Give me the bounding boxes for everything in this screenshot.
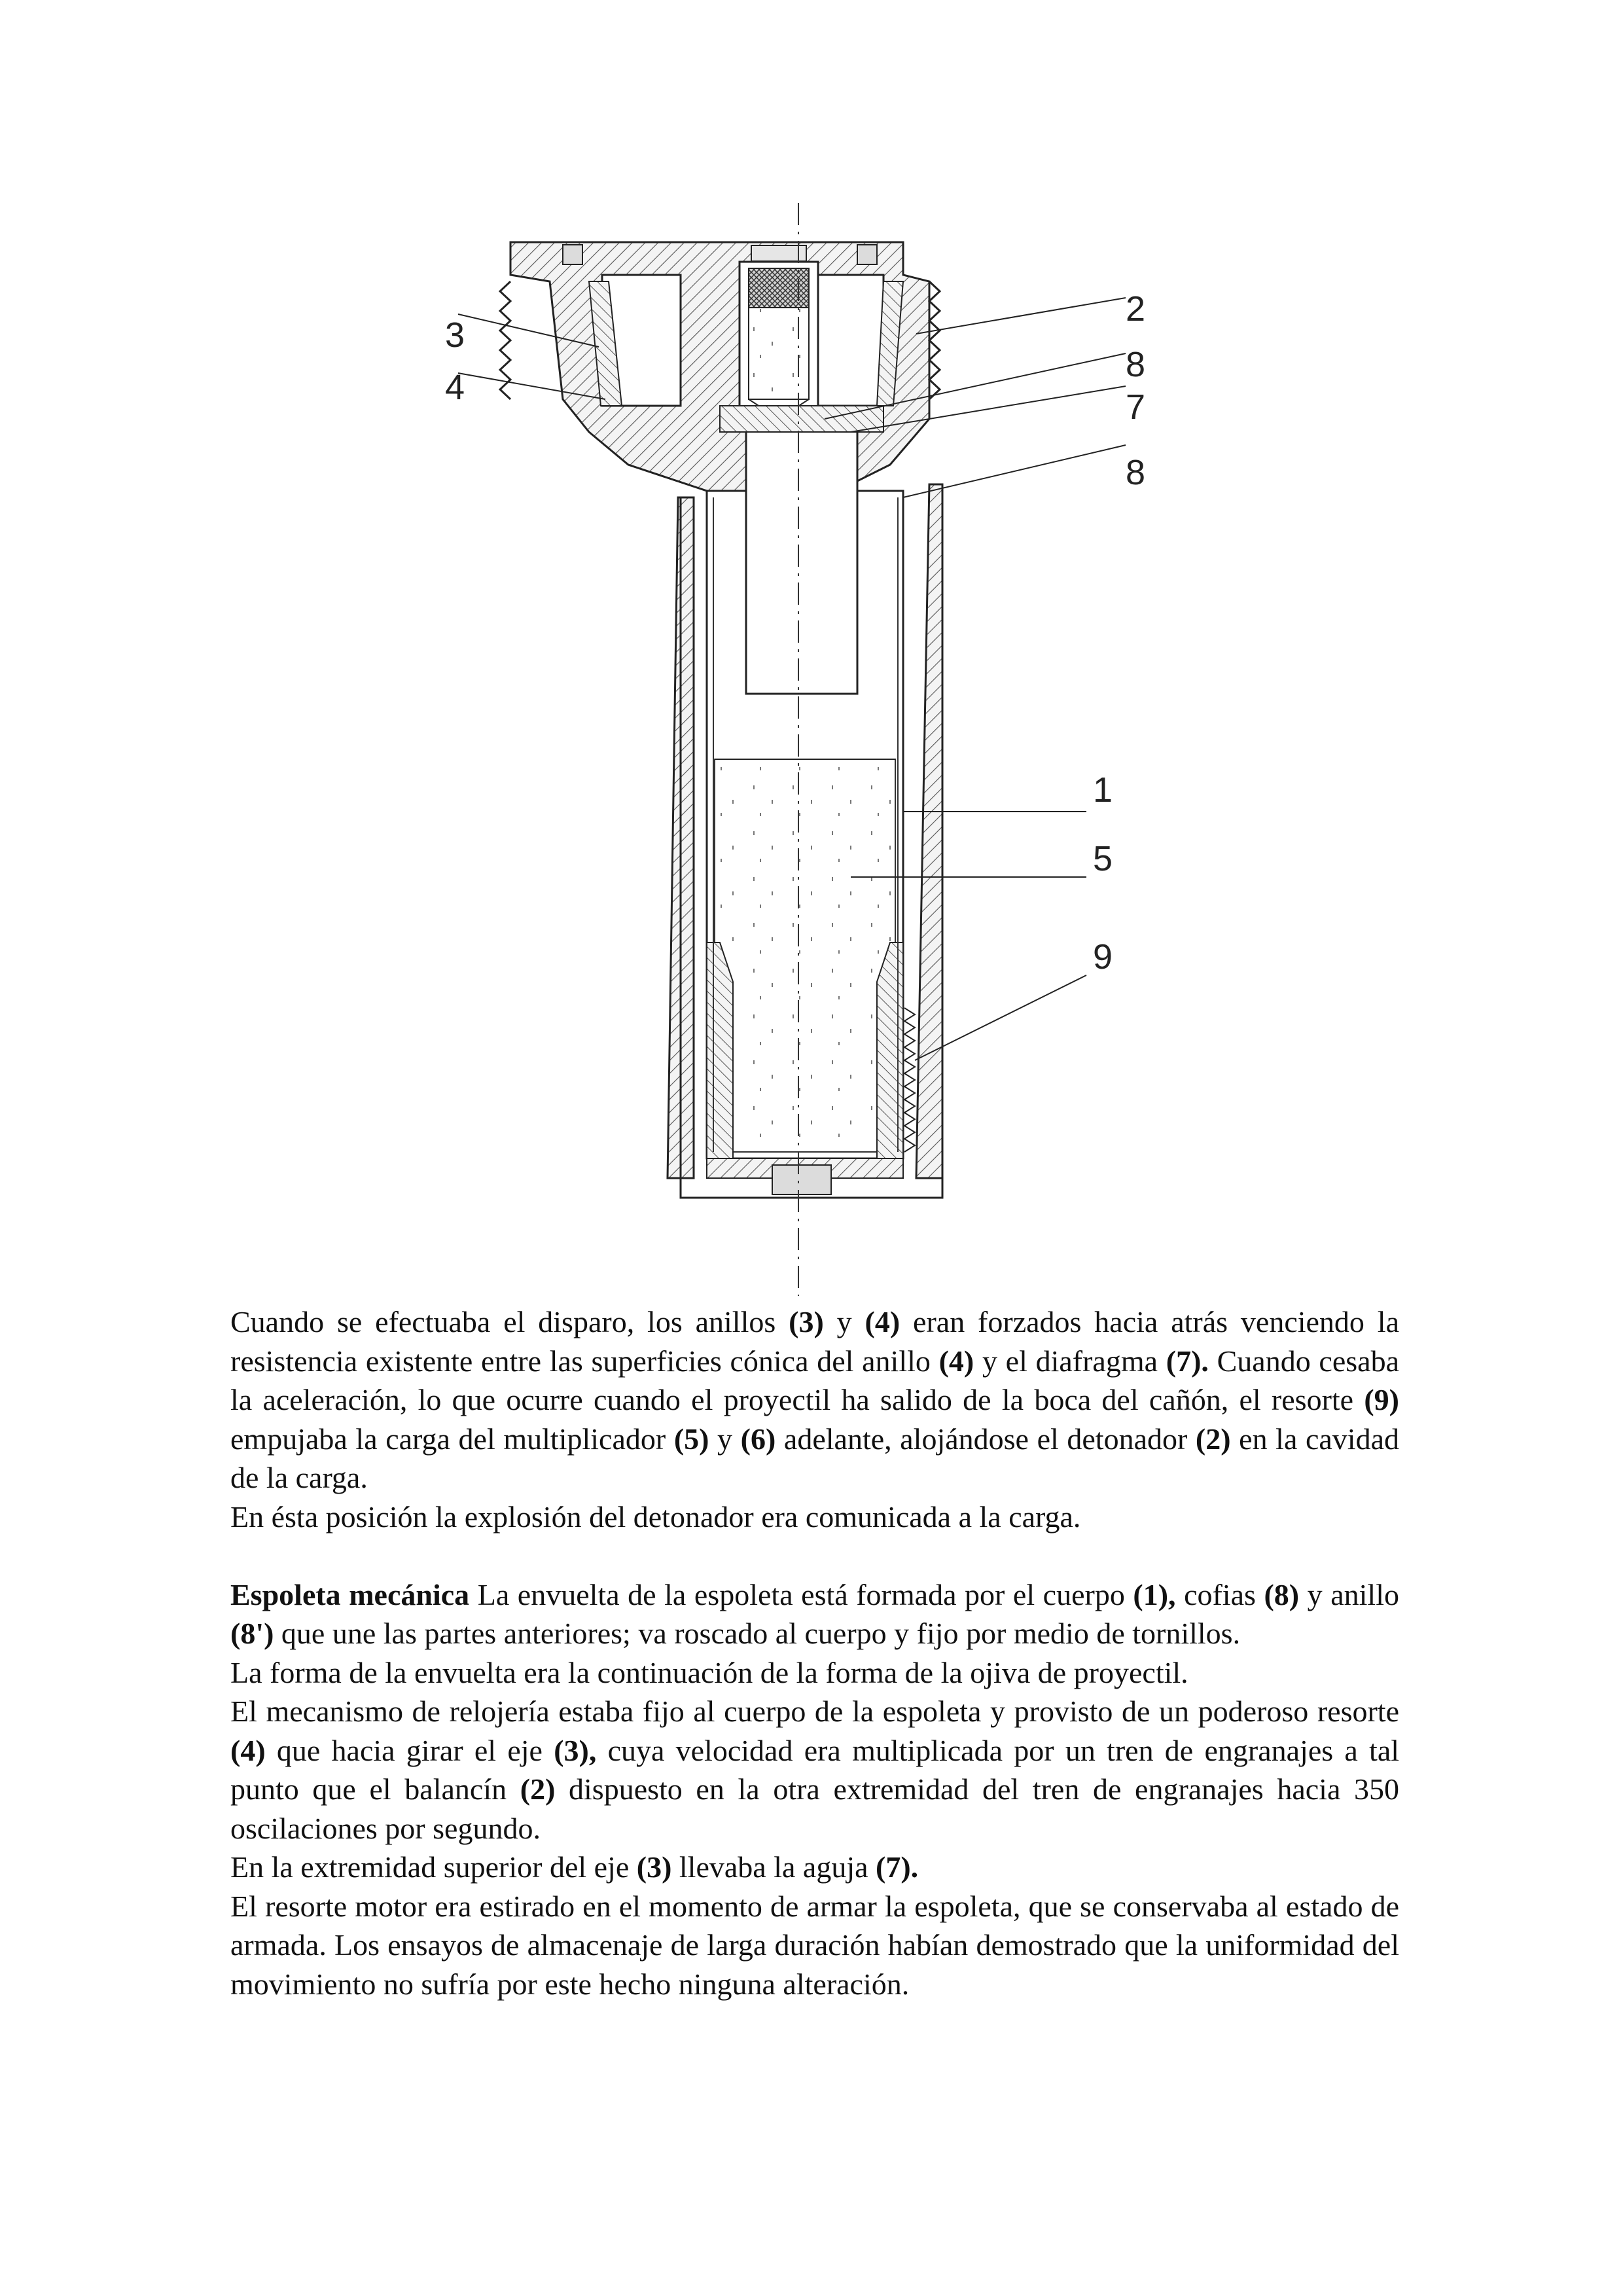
bold-run: (3), (554, 1733, 597, 1767)
text-run: y anillo (1299, 1577, 1399, 1611)
top-screw-right (857, 245, 877, 264)
text-run: y (709, 1422, 741, 1456)
bold-run: (8') (230, 1617, 274, 1650)
bold-run: (8) (1264, 1577, 1300, 1611)
callout-8b: 8 (1126, 453, 1146, 492)
callout-8a: 8 (1126, 345, 1146, 384)
bold-run: Espoleta mecánica (230, 1577, 470, 1611)
callout-5: 5 (1093, 839, 1113, 878)
bottom-plug (772, 1165, 831, 1194)
fuze-cross-section-figure (432, 183, 1165, 1302)
bold-run: (3) (636, 1850, 672, 1884)
diaphragm (720, 406, 883, 432)
callout-7: 7 (1126, 387, 1146, 427)
bold-run: (4) (865, 1305, 901, 1338)
bottom-constriction-right (877, 942, 903, 1158)
callout-2: 2 (1126, 289, 1146, 329)
paragraph-storage-tests (230, 1887, 1399, 2004)
text-run: llevaba la aguja (671, 1850, 876, 1884)
text-run: El mecanismo de relojería estaba fijo al cuerpo de la espoleta y provisto de un poderoso resorte (230, 1695, 1399, 1728)
text-run: en la cavidad de la carga. (230, 1422, 1400, 1494)
text-run: cofias (1175, 1577, 1264, 1611)
lower-tube-right (916, 484, 942, 1178)
paragraph-needle (230, 1848, 1399, 1887)
bottom-constriction (707, 942, 733, 1158)
text-run: Cuando se efectuaba el disparo, los anillos (230, 1305, 789, 1338)
text-run: Cuando cesaba la aceleración, lo que ocurre cuando el proyectil ha salido de la boca del cañón, el resorte (230, 1344, 1399, 1416)
text-run: La envuelta de la espoleta está formada por el cuerpo (469, 1577, 1133, 1611)
callout-4: 4 (445, 368, 465, 407)
text-run: cuya velocidad era multiplicada por un tren de engranajes a tal punto que el balancín (230, 1733, 1400, 1806)
paragraph-clockwork (230, 1692, 1399, 1848)
text-run: En ésta posición la explosión del detonador era comunicada a la carga. (230, 1499, 1081, 1534)
leader-8b (903, 445, 1126, 497)
leader-2 (916, 298, 1126, 334)
body-text (230, 1302, 1399, 2003)
callout-3: 3 (445, 315, 465, 355)
top-screw-left (563, 245, 582, 264)
paragraph-gap (230, 1536, 1399, 1575)
text-run: eran forzados hacia atrás venciendo la resistencia existente entre las superficies cónica del anillo (230, 1305, 1400, 1378)
text-run: y el diafragma (974, 1344, 1166, 1378)
bold-run: (2) (520, 1772, 556, 1806)
paragraph-firing-sequence (230, 1302, 1399, 1498)
paragraph-explosion-position (230, 1498, 1399, 1537)
bold-run: (4) (938, 1344, 974, 1378)
fuze-drawing (432, 183, 1165, 1302)
spring-9 (904, 1008, 915, 1152)
text-run: La forma de la envuelta era la continuación de la forma de la ojiva de proyectil. (230, 1655, 1188, 1689)
bold-run: (6) (740, 1422, 776, 1456)
text-run: El resorte motor era estirado en el momento de armar la espoleta, que se conservaba al estado de armada. Los ensayos de almacenaje de larga duración habían demostrado que la uniformidad del movimiento no sufría por este hecho ninguna alteración. (230, 1889, 1399, 2001)
upper-sleeve (746, 406, 857, 694)
booster-charge (715, 759, 895, 1152)
text-run: que une las partes anteriores; va roscado al cuerpo y fijo por medio de tornillos. (274, 1617, 1241, 1650)
text-run: En la extremidad superior del eje (230, 1850, 637, 1884)
text-run: que hacia girar el eje (265, 1733, 554, 1767)
text-run: dispuesto en la otra extremidad del tren de engranajes hacia 350 oscilaciones por segundo. (230, 1772, 1399, 1845)
callout-1: 1 (1093, 770, 1113, 810)
paragraph-envelope-shape (230, 1653, 1399, 1693)
detonator (749, 308, 809, 399)
bold-run: (7). (1166, 1344, 1209, 1378)
bold-run: (9) (1364, 1383, 1399, 1416)
bold-run: (5) (673, 1422, 709, 1456)
text-run: y (823, 1305, 865, 1338)
bold-run: (4) (230, 1733, 266, 1767)
paragraph-mechanical-fuze (230, 1575, 1399, 1653)
text-run: adelante, alojándose el detonador (776, 1422, 1196, 1456)
bold-run: (3) (789, 1305, 824, 1338)
detonator-cap (749, 268, 809, 308)
thread-right (929, 281, 940, 399)
callout-9: 9 (1093, 937, 1113, 977)
text-run: empujaba la carga del multiplicador (230, 1422, 674, 1456)
bold-run: (2) (1195, 1422, 1231, 1456)
bold-run: (1), (1133, 1577, 1176, 1611)
bold-run: (7). (876, 1850, 919, 1884)
